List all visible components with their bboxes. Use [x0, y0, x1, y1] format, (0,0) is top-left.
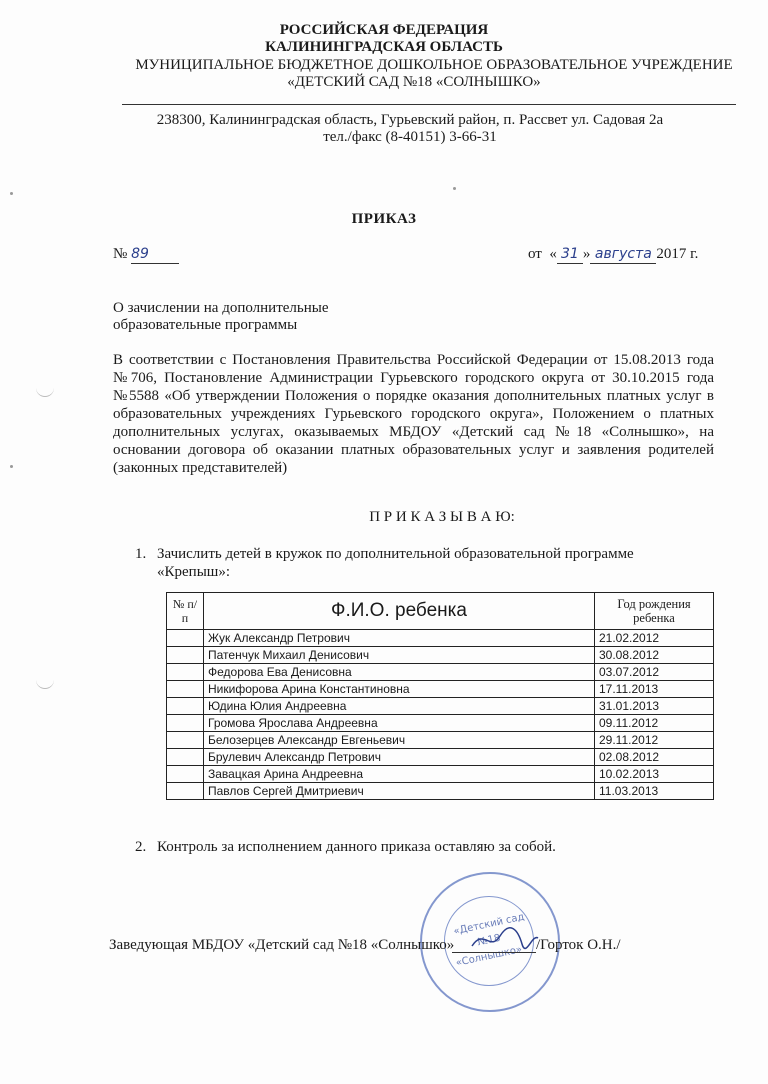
header-number: № п/п: [167, 593, 204, 630]
institution-type: МУНИЦИПАЛЬНОЕ БЮДЖЕТНОЕ ДОШКОЛЬНОЕ ОБРАЗОВАТЕЛЬНОЕ УЧРЕЖДЕНИЕ: [135, 57, 733, 73]
table-row: [167, 664, 714, 681]
row-name: Брулевич Александр Петрович: [204, 749, 595, 766]
row-date: 02.08.2012: [595, 749, 714, 766]
children-table: [166, 592, 714, 800]
item-1-number: 1.: [135, 546, 147, 562]
row-name: Белозерцев Александр Евгеньевич: [204, 732, 595, 749]
signatory-position: Заведующая МБДОУ «Детский сад №18 «Солнышко»: [109, 937, 455, 953]
row-number: [167, 681, 204, 698]
signature-scribble: [470, 924, 540, 954]
row-number: [167, 783, 204, 800]
address: 238300, Калининградская область, Гурьевский район, п. Рассвет ул. Садовая 2а: [156, 112, 664, 128]
row-name: Завацкая Арина Андреевна: [204, 766, 595, 783]
scan-dot: [10, 192, 13, 195]
row-date: 17.11.2013: [595, 681, 714, 698]
table-header-row: [167, 593, 714, 630]
row-date: 31.01.2013: [595, 698, 714, 715]
row-number: [167, 664, 204, 681]
item-1-line-1: Зачислить детей в кружок по дополнительной образовательной программе: [157, 546, 634, 562]
row-name: Жук Александр Петрович: [204, 630, 595, 647]
number-label: №: [113, 246, 128, 262]
row-number: [167, 647, 204, 664]
row-name: Федорова Ева Денисовна: [204, 664, 595, 681]
row-date: 10.02.2013: [595, 766, 714, 783]
row-name: Никифорова Арина Константиновна: [204, 681, 595, 698]
header-divider: [122, 104, 736, 105]
document-title: ПРИКАЗ: [351, 211, 417, 227]
seal-text-3: «Солнышко»: [454, 944, 524, 969]
scan-dot: [10, 465, 13, 468]
country-heading: РОССИЙСКАЯ ФЕДЕРАЦИЯ: [279, 22, 489, 38]
date-month-handwritten: августа: [594, 246, 652, 262]
signatory-name: /Горток О.Н./: [536, 937, 621, 953]
table-row: [167, 681, 714, 698]
row-date: 03.07.2012: [595, 664, 714, 681]
row-date: 30.08.2012: [595, 647, 714, 664]
row-name: Громова Ярослава Андреевна: [204, 715, 595, 732]
region-heading: КАЛИНИНГРАДСКАЯ ОБЛАСТЬ: [265, 39, 503, 55]
table-row: [167, 698, 714, 715]
subject-line-2: образовательные программы: [113, 317, 298, 333]
row-date: 09.11.2012: [595, 715, 714, 732]
item-2-text: Контроль за исполнением данного приказа оставляю за собой.: [157, 839, 556, 855]
order-word: П Р И К А З Ы В А Ю:: [369, 509, 515, 525]
item-2-number: 2.: [135, 839, 147, 855]
table-row: [167, 715, 714, 732]
order-number: [113, 245, 179, 264]
date-day-field: [557, 245, 583, 264]
table-row: [167, 783, 714, 800]
row-number: [167, 766, 204, 783]
number-handwritten: 89: [131, 246, 149, 262]
row-number: [167, 630, 204, 647]
seal-text-2: №18: [476, 932, 502, 949]
number-field: [131, 245, 179, 264]
row-date: 11.03.2013: [595, 783, 714, 800]
date-year: 2017 г.: [656, 246, 699, 262]
scan-artifact: [36, 680, 54, 689]
table-row: [167, 766, 714, 783]
table-row: [167, 749, 714, 766]
table-row: [167, 630, 714, 647]
scan-artifact: [36, 388, 54, 397]
header-name: Ф.И.О. ребенка: [204, 593, 595, 630]
row-name: Павлов Сергей Дмитриевич: [204, 783, 595, 800]
row-date: 29.11.2012: [595, 732, 714, 749]
row-number: [167, 749, 204, 766]
row-number: [167, 715, 204, 732]
row-number: [167, 732, 204, 749]
table-row: [167, 647, 714, 664]
date-day-handwritten: 31: [560, 246, 579, 262]
date-from-label: от: [528, 246, 542, 262]
phone: тел./факс (8-40151) 3-66-31: [323, 129, 497, 145]
subject-line-1: О зачислении на дополнительные: [113, 300, 329, 316]
order-date: от « 31 » августа 2017 г.: [528, 246, 699, 262]
header-birth-year: Год рождения ребенка: [595, 593, 714, 630]
seal-text-1: «Детский сад: [452, 911, 526, 938]
row-name: Юдина Юлия Андреевна: [204, 698, 595, 715]
row-number: [167, 698, 204, 715]
table-row: [167, 732, 714, 749]
item-1-line-2: «Крепыш»:: [157, 564, 230, 580]
institution-name: «ДЕТСКИЙ САД №18 «СОЛНЫШКО»: [287, 74, 541, 90]
scan-dot: [453, 187, 456, 190]
date-month-field: [590, 245, 656, 264]
row-date: 21.02.2012: [595, 630, 714, 647]
preamble-paragraph: В соответствии с Постановления Правительства Российской Федерации от 15.08.2013 года №706, Постановление Администрации Гурьевского городского округа от 30.10.2015 года №5588 «Об утверждении Положения о порядке оказания дополнительных платных услуг в образовательных учреждениях Гурьевского городского округа», Положением о платных дополнительных услугах, оказываемых МБДОУ «Детский сад №18 «Солнышко», на основании договора об оказании платных образовательных услуг и заявления родителей (законных представителей): [113, 352, 714, 476]
row-name: Патенчук Михаил Денисович: [204, 647, 595, 664]
